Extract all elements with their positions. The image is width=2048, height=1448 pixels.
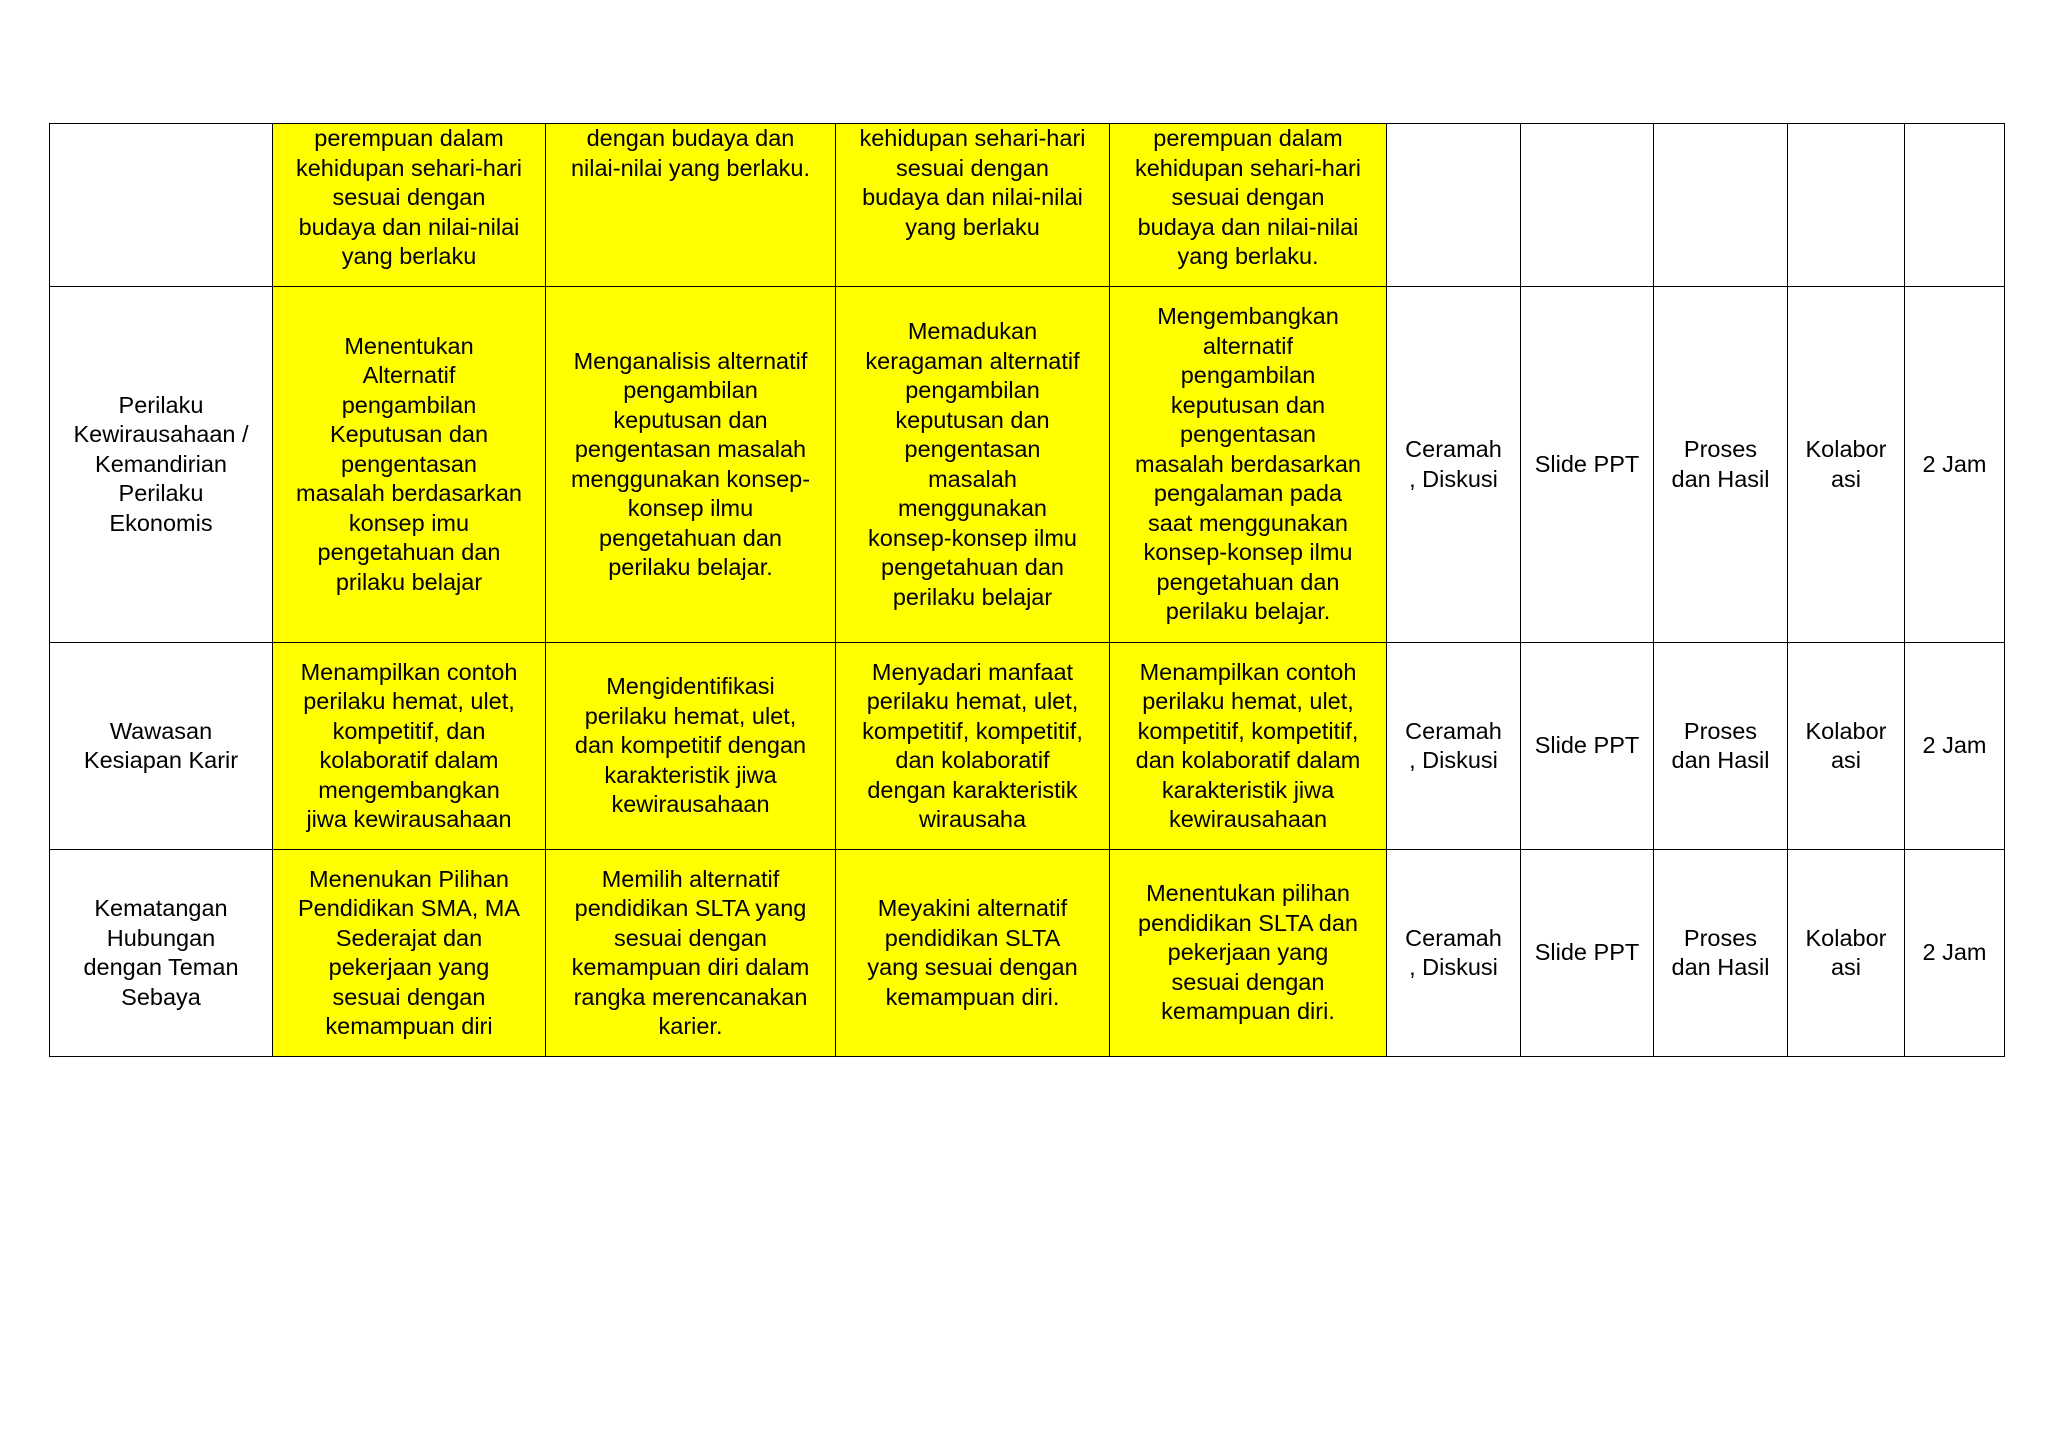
assessment-cell: Proses dan Hasil — [1654, 850, 1788, 1057]
table-row — [50, 850, 2005, 1057]
competency-cell: Memilih alternatif pendidikan SLTA yang sesuai dengan kemampuan diri dalam rangka merencanakan karier. — [546, 850, 836, 1057]
method-cell: Ceramah , Diskusi — [1387, 643, 1521, 850]
time-cell — [1905, 124, 2005, 287]
time-cell: 2 Jam — [1905, 643, 2005, 850]
strategy-cell — [1788, 124, 1905, 287]
competency-cell: Menentukan Alternatif pengambilan Keputusan dan pengentasan masalah berdasarkan konsep imu pengetahuan dan prilaku belajar — [273, 287, 546, 643]
method-cell: Ceramah , Diskusi — [1387, 850, 1521, 1057]
competency-cell: Memadukan keragaman alternatif pengambilan keputusan dan pengentasan masalah menggunakan konsep-konsep ilmu pengetahuan dan perilaku belajar — [836, 287, 1110, 643]
aspect-cell: Wawasan Kesiapan Karir — [50, 643, 273, 850]
assessment-cell — [1654, 124, 1788, 287]
time-cell: 2 Jam — [1905, 287, 2005, 643]
competency-cell: kehidupan sehari-hari sesuai dengan budaya dan nilai-nilai yang berlaku — [836, 124, 1110, 287]
competency-cell: Menganalisis alternatif pengambilan keputusan dan pengentasan masalah menggunakan konsep- konsep ilmu pengetahuan dan perilaku belajar. — [546, 287, 836, 643]
media-cell: Slide PPT — [1521, 850, 1654, 1057]
competency-cell: Mengembangkan alternatif pengambilan keputusan dan pengentasan masalah berdasarkan pengalaman pada saat menggunakan konsep-konsep ilmu pengetahuan dan perilaku belajar. — [1110, 287, 1387, 643]
table-row — [50, 124, 2005, 287]
method-cell: Ceramah , Diskusi — [1387, 287, 1521, 643]
table-row — [50, 643, 2005, 850]
competency-cell: Menampilkan contoh perilaku hemat, ulet, kompetitif, kompetitif, dan kolaboratif dalam karakteristik jiwa kewirausahaan — [1110, 643, 1387, 850]
competency-cell: perempuan dalam kehidupan sehari-hari sesuai dengan budaya dan nilai-nilai yang berlaku — [273, 124, 546, 287]
competency-cell: perempuan dalam kehidupan sehari-hari sesuai dengan budaya dan nilai-nilai yang berlaku. — [1110, 124, 1387, 287]
aspect-cell: Perilaku Kewirausahaan / Kemandirian Perilaku Ekonomis — [50, 287, 273, 643]
aspect-cell: Kematangan Hubungan dengan Teman Sebaya — [50, 850, 273, 1057]
strategy-cell: Kolabor asi — [1788, 287, 1905, 643]
assessment-cell: Proses dan Hasil — [1654, 287, 1788, 643]
competency-cell: Menyadari manfaat perilaku hemat, ulet, kompetitif, kompetitif, dan kolaboratif dengan karakteristik wirausaha — [836, 643, 1110, 850]
time-cell: 2 Jam — [1905, 850, 2005, 1057]
competency-cell: Menampilkan contoh perilaku hemat, ulet, kompetitif, dan kolaboratif dalam mengembangkan jiwa kewirausahaan — [273, 643, 546, 850]
assessment-cell: Proses dan Hasil — [1654, 643, 1788, 850]
competency-cell: Menenukan Pilihan Pendidikan SMA, MA Sederajat dan pekerjaan yang sesuai dengan kemampuan diri — [273, 850, 546, 1057]
table-row — [50, 287, 2005, 643]
method-cell — [1387, 124, 1521, 287]
media-cell: Slide PPT — [1521, 287, 1654, 643]
competency-cell: Meyakini alternatif pendidikan SLTA yang sesuai dengan kemampuan diri. — [836, 850, 1110, 1057]
media-cell — [1521, 124, 1654, 287]
competency-cell: dengan budaya dan nilai-nilai yang berlaku. — [546, 124, 836, 287]
competency-table — [49, 123, 2005, 1057]
competency-cell: Menentukan pilihan pendidikan SLTA dan pekerjaan yang sesuai dengan kemampuan diri. — [1110, 850, 1387, 1057]
competency-cell: Mengidentifikasi perilaku hemat, ulet, dan kompetitif dengan karakteristik jiwa kewirausahaan — [546, 643, 836, 850]
strategy-cell: Kolabor asi — [1788, 850, 1905, 1057]
aspect-cell — [50, 124, 273, 287]
strategy-cell: Kolabor asi — [1788, 643, 1905, 850]
media-cell: Slide PPT — [1521, 643, 1654, 850]
